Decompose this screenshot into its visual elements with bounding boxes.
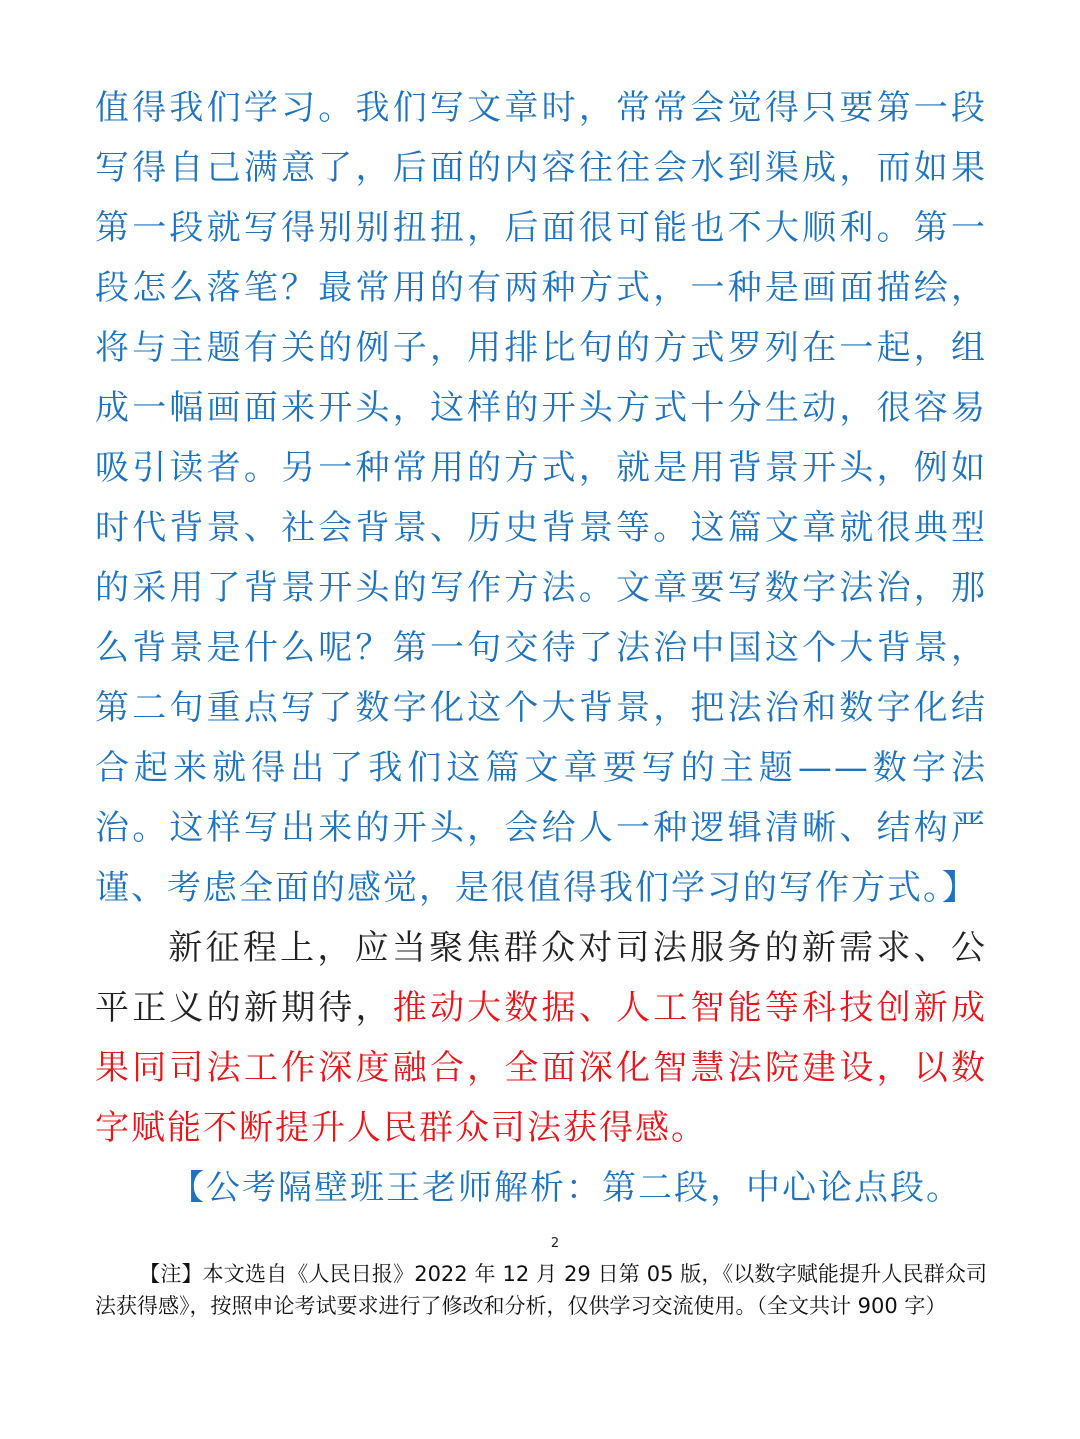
analysis-line: 时代背景、社会背景、历史背景等。这篇文章就很典型 — [95, 508, 987, 548]
analysis-line: 写得自己满意了，后面的内容往往会水到渠成，而如果 — [95, 148, 987, 188]
body-paragraph-text: 新征程上，应当聚焦群众对司法服务的新需求、公平正义的新期待， — [95, 928, 987, 1028]
analysis-line: 值得我们学习。我们写文章时，常常会觉得只要第一段 — [95, 88, 987, 128]
analysis-line: 治。这样写出来的开头，会给人一种逻辑清晰、结构严 — [95, 808, 987, 848]
body-paragraph — [95, 918, 987, 1158]
analysis-heading: 【公考隔壁班王老师解析：第二段，中心论点段。 — [170, 1168, 962, 1208]
analysis-line: 么背景是什么呢？第一句交待了法治中国这个大背景， — [95, 628, 987, 668]
footnote-text: 【注】本文选自《人民日报》2022 年 12 月 29 日第 05 版，《以数字赋能提升人民群众司法获得感》，按照申论考试要求进行了修改和分析，仅供学习交流使用。（全文共计 900 字） — [95, 1262, 987, 1318]
analysis-line: 第二句重点写了数字化这个大背景，把法治和数字化结 — [95, 688, 987, 728]
footnote — [95, 1258, 987, 1322]
analysis-line: 段怎么落笔？最常用的有两种方式，一种是画面描绘， — [95, 268, 987, 308]
analysis-line: 成一幅画面来开头，这样的开头方式十分生动，很容易 — [95, 388, 987, 428]
key-sentence-highlight: 推动大数据、人工智能等科技创新成果同司法工作深度融合，全面深化智慧法院建设，以数字赋能不断提升人民群众司法获得感。 — [95, 988, 988, 1148]
analysis-line: 将与主题有关的例子，用排比句的方式罗列在一起，组 — [95, 328, 987, 368]
analysis-line: 吸引读者。另一种常用的方式，就是用背景开头，例如 — [95, 448, 987, 488]
page-number: 2 — [550, 1236, 560, 1251]
analysis-line: 合起来就得出了我们这篇文章要写的主题——数字法 — [95, 748, 987, 788]
analysis-line: 第一段就写得别别扭扭，后面很可能也不大顺利。第一 — [95, 208, 987, 248]
analysis-line: 的采用了背景开头的写作方法。文章要写数字法治，那 — [95, 568, 987, 608]
analysis-line: 谨、考虑全面的感觉，是很值得我们学习的写作方式。】 — [95, 868, 978, 908]
analysis-paragraph — [95, 78, 987, 918]
